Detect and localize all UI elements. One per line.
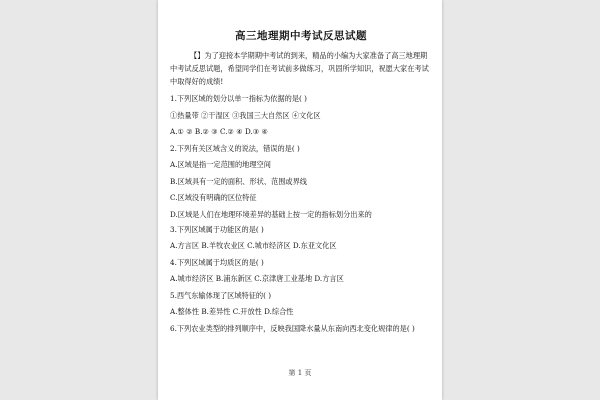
document-title: 高三地理期中考试反思试题 [235,30,367,42]
page-content [170,28,432,336]
question-6: 6.下列农业类型的排列顺序中，反映我国降水量从东南向西北变化规律的是( ) [170,323,415,333]
question-2-option-a: A.区域是指一定范围的地理空间 [170,160,271,169]
question-2-option-c: C.区域没有明确的区位特征 [170,193,257,202]
question-1-options: A.① ② B.② ③ C.② ④ D.③ ④ [170,127,268,136]
question-3: 3.下列区域属于功能区的是( ) [170,224,264,234]
question-5-options: A.整体性 B.差异性 C.开放性 D.综合性 [170,307,294,316]
question-5: 5.西气东输体现了区域特征的( ) [170,290,272,300]
question-2-option-d: D.区域是人们在地理环境差异的基础上按一定的指标划分出来的 [170,209,372,219]
page-number: 第 1 页 [288,369,312,377]
question-1: 1.下列区域的划分以单一指标为依据的是( ) [170,94,307,103]
question-4: 4.下列区域属于均质区的是( ) [170,257,264,267]
question-2: 2.下列有关区域含义的说法，错误的是( ) [170,143,300,153]
question-1-items: ①热量带 ②干湿区 ③我国三大自然区 ④文化区 [170,110,321,120]
question-3-options: A.方言区 B.羊牧农业区 C.城市经济区 D.东亚文化区 [170,241,337,250]
question-4-options: A.城市经济区 B.浦东新区 C.京津唐工业基地 D.方言区 [170,274,344,283]
question-2-option-b: B.区域具有一定的面积、形状、范围或界线 [170,176,307,186]
intro-paragraph: 【】为了迎接本学期期中考试的到来，精品的小编为大家准备了高三地理期中考试反思试题，希望同学们在考试前多做练习，巩固所学知识，祝愿大家在考试中取得好的成绩! [170,51,429,86]
document-page [158,0,442,400]
